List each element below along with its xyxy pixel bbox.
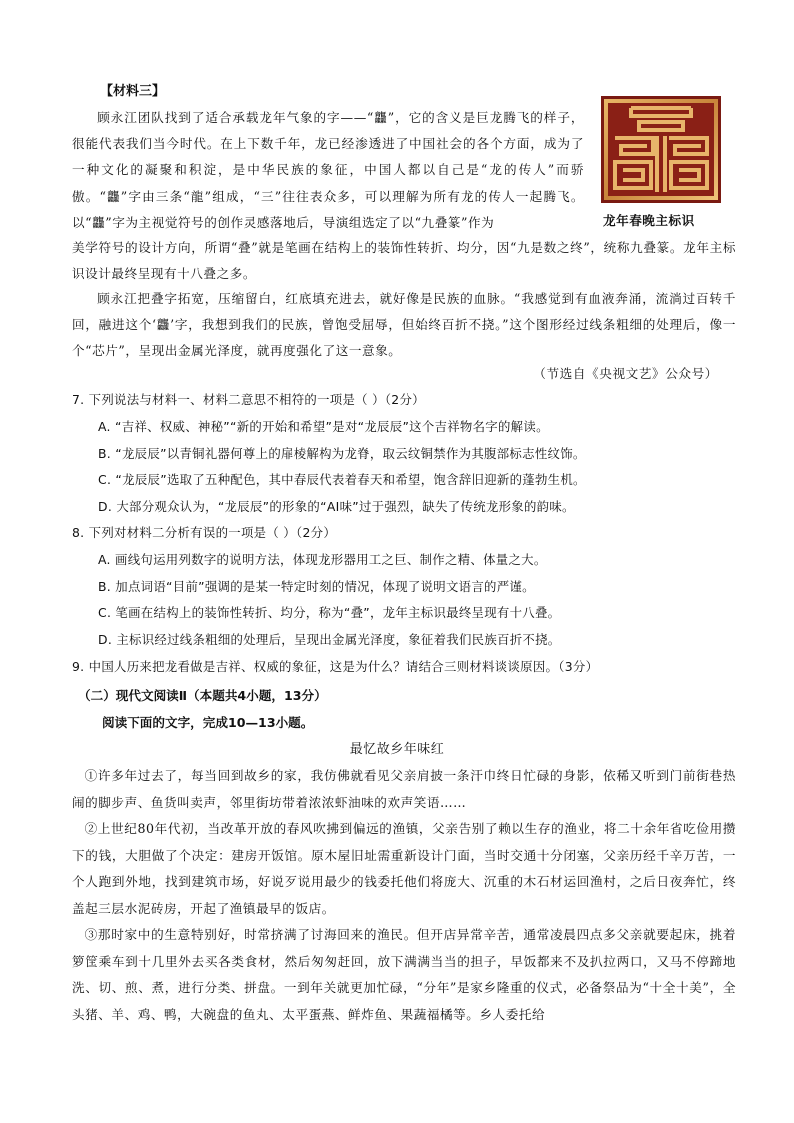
question-7-option-a: A. “吉祥、权威、神秘”“新的开始和希望”是对“龙辰辰”这个吉祥物名字的解读。: [98, 419, 549, 434]
source-citation: （节选自《央视文艺》公众号）: [533, 366, 718, 381]
material-3-paragraph-2: 顾永江把叠字拓宽，压缩留白，红底填充进去，就好像是民族的血脉。“我感觉到有血液奔涌，流淌过百转千回，融进这个‘龘’字，我想到我们的民族，曾饱受屈辱，但始终百折不挠。”这个图形经过线条粗细的处理后，像一个“芯片”，呈现出金属光泽度，就再度强化了这一意象。: [72, 291, 736, 359]
question-7-option-d: D. 大部分观众认为，“龙辰辰”的形象的“AI味”过于强烈，缺失了传统龙形象的韵味。: [98, 499, 575, 514]
material-3-paragraph-1-cont: 美学符号的设计方向，所谓“叠”就是笔画在结构上的装饰性转折、均分，因“九是数之终”，统称九叠篆。龙年主标识设计最终呈现有十八叠之多。: [72, 240, 736, 282]
material-3-paragraph-1: 顾永江团队找到了适合承载龙年气象的字——“龘”，它的含义是巨龙腾飞的样子，很能代表我们当今时代。在上下数千年，龙已经渗透进了中国社会的各个方面，成为了一种文化的凝聚和积淀，是中华民族的象征，中国人都以自己是“龙的传人”而骄傲。“龘”字由三条“龍”组成，“三”往往表众多，可以理解为所有龙的传人一起腾飞。以“龘”字为主视觉符号的创作灵感落地后，导演组选定了以“九叠篆”作为: [72, 110, 584, 230]
question-8-option-a: A. 画线句运用列数字的说明方法，体现龙形器用工之巨、制作之精、体量之大。: [98, 552, 547, 567]
question-7-option-b: B. “龙辰辰”以青铜礼器何尊上的扉棱解构为龙脊，取云纹铜禁作为其腹部标志性纹饰。: [98, 446, 586, 461]
question-7-stem: 7. 下列说法与材料一、材料二意思不相符的一项是（ ）（2分）: [72, 392, 425, 407]
question-9-stem: 9. 中国人历来把龙看做是吉祥、权威的象征，这是为什么？请结合三则材料谈谈原因。（3分）: [72, 659, 599, 674]
question-8-stem: 8. 下列对材料二分析有误的一项是（ ）（2分）: [72, 525, 337, 540]
section-2-instruction: 阅读下面的文字，完成10—13小题。: [102, 715, 314, 730]
material-3-heading: 【材料三】: [100, 84, 166, 99]
section-2-title: （二）现代文阅读Ⅱ（本题共4小题，13分）: [78, 688, 327, 703]
logo-caption: 龙年春晚主标识: [603, 213, 695, 228]
article-paragraph-3: ③那时家中的生意特别好，时常挤满了讨海回来的渔民。但开店异常辛苦，通常凌晨四点多父亲就要起床，挑着箩筐乘车到十几里外去买各类食材，然后匆匆赶回，放下满满当当的担子，早饭都来不及扒拉两口，又马不停蹄地洗、切、煎、煮，进行分类、拼盘。一到年关就更加忙碌，“分年”是家乡隆重的仪式，必备祭品为“十全十美”，全头猪、羊、鸡、鸭，大碗盘的鱼丸、太平蛋燕、鲜炸鱼、果蔬福橘等。乡人委托给: [72, 927, 736, 1022]
question-8-option-b: B. 加点词语“目前”强调的是某一特定时刻的情况，体现了说明文语言的严谨。: [98, 579, 535, 594]
question-8-option-c: C. 笔画在结构上的装饰性转折、均分，称为“叠”，龙年主标识最终呈现有十八叠。: [98, 605, 561, 620]
dragon-year-logo-image: [601, 96, 721, 203]
article-paragraph-2: ②上世纪80年代初，当改革开放的春风吹拂到偏远的渔镇，父亲告别了赖以生存的渔业，将二十余年省吃俭用攒下的钱，大胆做了个决定：建房开饭馆。原木屋旧址需重新设计门面，当时交通十分闭塞，父亲历经千辛万苦，一个人跑到外地，找到建筑市场，好说歹说用最少的钱委托他们将庞大、沉重的木石材运回渔村，之后日夜奔忙，终盖起三层水泥砖房，开起了渔镇最早的饭店。: [72, 821, 736, 916]
question-8-option-d: D. 主标识经过线条粗细的处理后，呈现出金属光泽度，象征着我们民族百折不挠。: [98, 632, 561, 647]
article-paragraph-1: ①许多年过去了，每当回到故乡的家，我仿佛就看见父亲肩披一条汗巾终日忙碌的身影，依稀又听到门前街巷热闹的脚步声、鱼货叫卖声，邻里街坊带着浓浓虾油味的欢声笑语……: [72, 768, 736, 810]
logo-seal-icon: [601, 96, 721, 203]
article-title: 最忆故乡年味红: [349, 742, 445, 757]
question-7-option-c: C. “龙辰辰”选取了五种配色，其中春辰代表着春天和希望，饱含辞旧迎新的蓬勃生机。: [98, 472, 586, 487]
